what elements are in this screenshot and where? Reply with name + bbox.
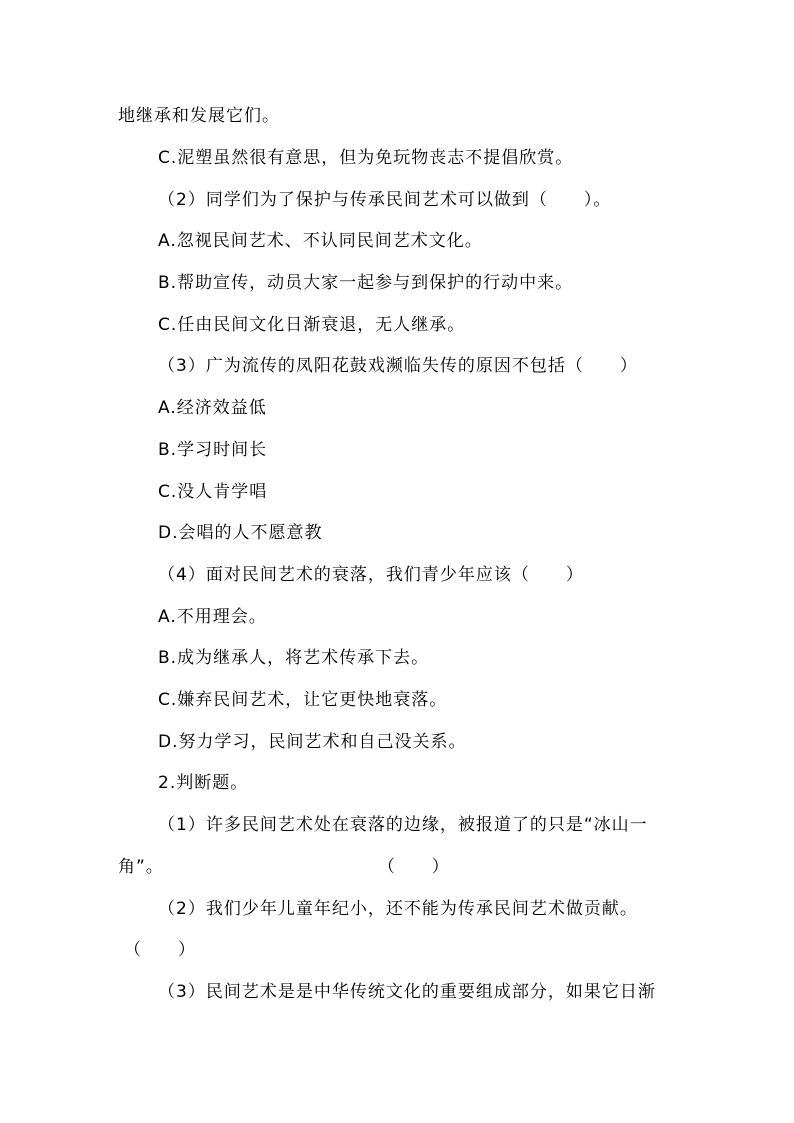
option-line: A.经济效益低 — [158, 398, 267, 418]
option-line: C.泥塑虽然很有意思，但为免玩物丧志不提倡欣赏。 — [158, 148, 574, 168]
question-line: （4）面对民间艺术的衰落，我们青少年应该（ ） — [158, 565, 584, 585]
section-heading: 2.判断题。 — [158, 773, 249, 793]
text-line: 地继承和发展它们。 — [118, 106, 280, 126]
option-line: A.忽视民间艺术、不认同民间艺术文化。 — [158, 231, 483, 251]
text-fragment: 角”。 — [118, 857, 164, 877]
question-line: （1）许多民间艺术处在衰落的边缘，被报道了的只是“冰山一 — [158, 815, 648, 835]
answer-blank[interactable]: （ ） — [377, 857, 450, 877]
option-line: B.成为继承人，将艺术传承下去。 — [158, 648, 430, 668]
answer-blank[interactable]: （ ） — [124, 940, 196, 960]
option-line: D.努力学习，民间艺术和自己没关系。 — [158, 732, 467, 752]
question-line: （3）广为流传的凤阳花鼓戏濒临失传的原因不包括（ ） — [158, 356, 638, 376]
option-line: D.会唱的人不愿意教 — [158, 523, 323, 543]
question-line: （2）同学们为了保护与传承民间艺术可以做到（ ）。 — [158, 190, 612, 210]
option-line: C.嫌弃民间艺术，让它更快地衰落。 — [158, 690, 448, 710]
option-line: C.没人肯学唱 — [158, 482, 268, 502]
option-line: A.不用理会。 — [158, 607, 267, 627]
option-line: B.学习时间长 — [158, 440, 268, 460]
question-line: （2）我们少年儿童年纪小，还不能为传承民间艺术做贡献。 — [158, 899, 638, 919]
question-continuation — [118, 855, 450, 879]
question-line: （3）民间艺术是是中华传统文化的重要组成部分，如果它日渐 — [158, 982, 656, 1002]
option-line: C.任由民间文化日渐衰退，无人继承。 — [158, 315, 466, 335]
option-line: B.帮助宣传，动员大家一起参与到保护的行动中来。 — [158, 273, 574, 293]
